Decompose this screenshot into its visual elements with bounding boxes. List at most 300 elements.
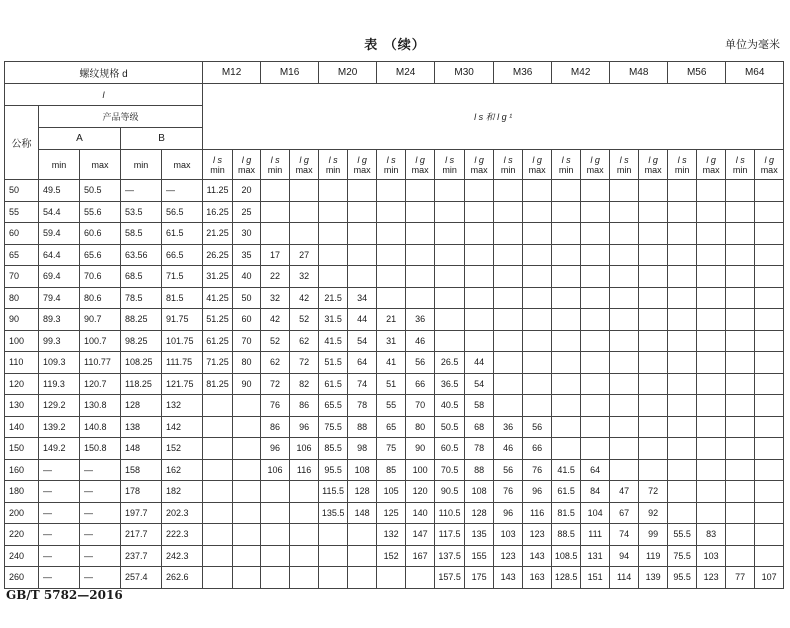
lg-symbol: l g [241, 154, 252, 165]
empty-cell [552, 373, 581, 395]
table-row [5, 524, 784, 546]
empty-cell [581, 352, 610, 374]
empty-cell [319, 201, 348, 223]
empty-cell [697, 481, 726, 503]
empty-cell [697, 180, 726, 202]
lg-value: 108 [465, 481, 494, 503]
empty-cell [290, 545, 319, 567]
lg-value: 90 [406, 438, 435, 460]
grade-b-max: 101.75 [162, 330, 203, 352]
empty-cell [697, 416, 726, 438]
lg-value: 128 [465, 502, 494, 524]
empty-cell [755, 180, 784, 202]
lg-value: 123 [697, 567, 726, 589]
lg-max-header [348, 150, 377, 180]
empty-cell [377, 244, 406, 266]
empty-cell [348, 567, 377, 589]
lg-value: 20 [233, 180, 261, 202]
empty-cell [639, 180, 668, 202]
lg-value: 52 [290, 309, 319, 331]
empty-cell [203, 524, 233, 546]
empty-cell [203, 438, 233, 460]
empty-cell [726, 244, 755, 266]
nominal-length: 60 [5, 223, 39, 245]
empty-cell [552, 223, 581, 245]
min-label: min [325, 164, 341, 175]
nominal-length: 200 [5, 502, 39, 524]
grade-a-min: 79.4 [39, 287, 80, 309]
empty-cell [668, 481, 697, 503]
empty-cell [697, 373, 726, 395]
empty-cell [406, 201, 435, 223]
empty-cell [610, 266, 639, 288]
lg-value: 120 [406, 481, 435, 503]
grade-b-max: 81.5 [162, 287, 203, 309]
empty-cell [610, 330, 639, 352]
lg-value: 42 [290, 287, 319, 309]
table-row [5, 330, 784, 352]
empty-cell [726, 545, 755, 567]
empty-cell [726, 201, 755, 223]
ls-lg-header: l s 和 l g ¹ [203, 84, 784, 150]
nominal-length: 140 [5, 416, 39, 438]
grade-a-max: — [80, 567, 121, 589]
lg-max-header [581, 150, 610, 180]
grade-a-min: 99.3 [39, 330, 80, 352]
ls-value: 47 [610, 481, 639, 503]
grade-b-max: 61.5 [162, 223, 203, 245]
empty-cell [552, 416, 581, 438]
empty-cell [726, 287, 755, 309]
nominal-length: 150 [5, 438, 39, 460]
lg-max-header [523, 150, 552, 180]
empty-cell [697, 395, 726, 417]
grade-b-min: 197.7 [121, 502, 162, 524]
empty-cell [319, 524, 348, 546]
empty-cell [523, 373, 552, 395]
empty-cell [406, 223, 435, 245]
grade-b-min: 68.5 [121, 266, 162, 288]
empty-cell [581, 266, 610, 288]
nominal-length: 80 [5, 287, 39, 309]
grade-b-max: — [162, 180, 203, 202]
grade-b-max: 91.75 [162, 309, 203, 331]
empty-cell [406, 287, 435, 309]
empty-cell [697, 352, 726, 374]
empty-cell [233, 524, 261, 546]
empty-cell [494, 352, 523, 374]
empty-cell [610, 352, 639, 374]
ls-value: 41.25 [203, 287, 233, 309]
empty-cell [610, 416, 639, 438]
lg-value: 99 [639, 524, 668, 546]
ls-value: 75.5 [668, 545, 697, 567]
empty-cell [465, 201, 494, 223]
lg-value: 74 [348, 373, 377, 395]
empty-cell [406, 266, 435, 288]
empty-cell [726, 416, 755, 438]
empty-cell [610, 180, 639, 202]
empty-cell [755, 395, 784, 417]
grade-b-min: 178 [121, 481, 162, 503]
lg-value: 88 [348, 416, 377, 438]
empty-cell [697, 201, 726, 223]
ls-value: 50.5 [435, 416, 465, 438]
grade-a-min: 64.4 [39, 244, 80, 266]
grade-a-min: 119.3 [39, 373, 80, 395]
ls-value: 123 [494, 545, 523, 567]
empty-cell [406, 567, 435, 589]
ls-value: 55 [377, 395, 406, 417]
empty-cell [290, 502, 319, 524]
empty-cell [435, 244, 465, 266]
grade-a-max: 110.77 [80, 352, 121, 374]
empty-cell [668, 352, 697, 374]
lg-max-header [233, 150, 261, 180]
lg-value: 80 [233, 352, 261, 374]
lg-value: 76 [523, 459, 552, 481]
table-row [5, 459, 784, 481]
lg-value: 54 [348, 330, 377, 352]
empty-cell [639, 287, 668, 309]
lg-value: 163 [523, 567, 552, 589]
lg-value: 140 [406, 502, 435, 524]
empty-cell [523, 395, 552, 417]
empty-cell [726, 352, 755, 374]
nominal-length: 240 [5, 545, 39, 567]
ls-symbol: l s [677, 154, 687, 165]
max-label: max [238, 164, 256, 175]
ls-value: 81.5 [552, 502, 581, 524]
empty-cell [203, 416, 233, 438]
lg-value: 175 [465, 567, 494, 589]
table-row [5, 502, 784, 524]
grade-a-max: — [80, 524, 121, 546]
empty-cell [581, 438, 610, 460]
empty-cell [290, 524, 319, 546]
lg-value: 155 [465, 545, 494, 567]
lg-value: 34 [348, 287, 377, 309]
grade-a-min: — [39, 502, 80, 524]
grade-a-min: 149.2 [39, 438, 80, 460]
grade-b-max: 111.75 [162, 352, 203, 374]
empty-cell [610, 201, 639, 223]
lg-value: 56 [406, 352, 435, 374]
max-label: max [702, 164, 720, 175]
empty-cell [639, 395, 668, 417]
ls-value: 26.25 [203, 244, 233, 266]
grade-b-min: 138 [121, 416, 162, 438]
min-label: min [442, 164, 457, 175]
lg-value: 62 [290, 330, 319, 352]
empty-cell [552, 180, 581, 202]
empty-cell [406, 244, 435, 266]
max-label: max [353, 164, 371, 175]
empty-cell [290, 201, 319, 223]
lg-symbol: l g [532, 154, 542, 165]
ls-value: 61.5 [319, 373, 348, 395]
lg-value: 70 [406, 395, 435, 417]
empty-cell [523, 180, 552, 202]
empty-cell [755, 244, 784, 266]
ls-value: 65.5 [319, 395, 348, 417]
min-label: min [210, 164, 225, 175]
lg-symbol: l g [648, 154, 658, 165]
thread-spec-header: 螺纹规格 d [5, 62, 203, 84]
max-label: max [295, 164, 313, 175]
ls-value: 60.5 [435, 438, 465, 460]
empty-cell [726, 223, 755, 245]
empty-cell [552, 309, 581, 331]
ls-value: 21.25 [203, 223, 233, 245]
empty-cell [552, 266, 581, 288]
lg-value: 96 [290, 416, 319, 438]
empty-cell [435, 266, 465, 288]
lg-max-header [639, 150, 668, 180]
ls-value: 103 [494, 524, 523, 546]
min-label: min [558, 164, 574, 175]
empty-cell [697, 502, 726, 524]
empty-cell [203, 481, 233, 503]
nominal-length: 50 [5, 180, 39, 202]
ls-value: 42 [261, 309, 290, 331]
empty-cell [610, 438, 639, 460]
empty-cell [581, 416, 610, 438]
grade-a-min-header: min [39, 150, 80, 180]
empty-cell [523, 244, 552, 266]
lg-symbol: l g [357, 154, 367, 165]
nominal-length: 220 [5, 524, 39, 546]
lg-value: 78 [465, 438, 494, 460]
empty-cell [697, 266, 726, 288]
empty-cell [319, 545, 348, 567]
empty-cell [523, 201, 552, 223]
ls-symbol: l s [213, 154, 223, 165]
nominal-length: 260 [5, 567, 39, 589]
empty-cell [668, 438, 697, 460]
empty-cell [261, 223, 290, 245]
ls-value: 51.25 [203, 309, 233, 331]
empty-cell [233, 438, 261, 460]
min-label: min [500, 164, 516, 175]
lg-value: 84 [581, 481, 610, 503]
empty-cell [552, 395, 581, 417]
empty-cell [465, 266, 494, 288]
empty-cell [261, 567, 290, 589]
empty-cell [290, 481, 319, 503]
length-header: l [5, 84, 203, 106]
ls-value: 76 [261, 395, 290, 417]
ls-min-header [377, 150, 406, 180]
empty-cell [610, 373, 639, 395]
ls-value: 62 [261, 352, 290, 374]
grade-b-max: 121.75 [162, 373, 203, 395]
empty-cell [726, 180, 755, 202]
empty-cell [726, 309, 755, 331]
lg-value: 70 [233, 330, 261, 352]
ls-min-header [610, 150, 639, 180]
grade-b-max: 56.5 [162, 201, 203, 223]
ls-value: 77 [726, 567, 755, 589]
ls-symbol: l s [445, 154, 455, 165]
size-header-m48: M48 [610, 62, 668, 84]
ls-value: 95.5 [319, 459, 348, 481]
ls-value: 137.5 [435, 545, 465, 567]
empty-cell [465, 330, 494, 352]
empty-cell [494, 287, 523, 309]
lg-value: 123 [523, 524, 552, 546]
ls-value: 105 [377, 481, 406, 503]
empty-cell [494, 373, 523, 395]
grade-b-min: 257.4 [121, 567, 162, 589]
empty-cell [377, 223, 406, 245]
size-header-m16: M16 [261, 62, 319, 84]
size-header-m30: M30 [435, 62, 494, 84]
empty-cell [552, 352, 581, 374]
empty-cell [465, 287, 494, 309]
lg-value: 135 [465, 524, 494, 546]
empty-cell [523, 309, 552, 331]
empty-cell [233, 502, 261, 524]
lg-max-header [465, 150, 494, 180]
empty-cell [494, 395, 523, 417]
ls-value: 36 [494, 416, 523, 438]
grade-b-min: 53.5 [121, 201, 162, 223]
ls-value: 96 [261, 438, 290, 460]
lg-max-header [290, 150, 319, 180]
lg-symbol: l g [474, 154, 484, 165]
ls-value: 41 [377, 352, 406, 374]
grade-a-max: 130.8 [80, 395, 121, 417]
grade-a-max: 50.5 [80, 180, 121, 202]
lg-value: 44 [465, 352, 494, 374]
grade-a-max-header: max [80, 150, 121, 180]
empty-cell [494, 330, 523, 352]
ls-value: 95.5 [668, 567, 697, 589]
size-header-m20: M20 [319, 62, 377, 84]
nominal-length: 110 [5, 352, 39, 374]
grade-a-min: — [39, 481, 80, 503]
nominal-length: 160 [5, 459, 39, 481]
empty-cell [726, 373, 755, 395]
empty-cell [755, 502, 784, 524]
size-header-m36: M36 [494, 62, 552, 84]
ls-value: 70.5 [435, 459, 465, 481]
ls-symbol: l s [503, 154, 513, 165]
ls-value: 21 [377, 309, 406, 331]
grade-a-max: 140.8 [80, 416, 121, 438]
empty-cell [581, 330, 610, 352]
ls-value: 61.25 [203, 330, 233, 352]
lg-value: 116 [290, 459, 319, 481]
lg-value: 128 [348, 481, 377, 503]
lg-value: 25 [233, 201, 261, 223]
lg-value: 106 [290, 438, 319, 460]
lg-value: 147 [406, 524, 435, 546]
ls-value: 106 [261, 459, 290, 481]
grade-b-min: 217.7 [121, 524, 162, 546]
grade-b-max: 142 [162, 416, 203, 438]
empty-cell [668, 244, 697, 266]
lg-value: 104 [581, 502, 610, 524]
ls-value: 46 [494, 438, 523, 460]
empty-cell [610, 223, 639, 245]
grade-b-max: 71.5 [162, 266, 203, 288]
min-label: min [732, 164, 748, 175]
grade-a-max: 65.6 [80, 244, 121, 266]
empty-cell [494, 180, 523, 202]
table-row [5, 438, 784, 460]
lg-max-header [697, 150, 726, 180]
empty-cell [581, 309, 610, 331]
empty-cell [435, 330, 465, 352]
empty-cell [726, 502, 755, 524]
empty-cell [639, 373, 668, 395]
empty-cell [348, 524, 377, 546]
ls-value: 143 [494, 567, 523, 589]
grade-a-max: 70.6 [80, 266, 121, 288]
lg-value: 148 [348, 502, 377, 524]
lg-value: 68 [465, 416, 494, 438]
lg-value: 72 [639, 481, 668, 503]
ls-value: 76 [494, 481, 523, 503]
ls-value: 61.5 [552, 481, 581, 503]
grade-a-max: — [80, 545, 121, 567]
empty-cell [697, 438, 726, 460]
max-label: max [760, 164, 778, 175]
ls-min-header [203, 150, 233, 180]
ls-value: 41.5 [552, 459, 581, 481]
grade-b-max: 132 [162, 395, 203, 417]
grade-a-max: — [80, 502, 121, 524]
empty-cell [639, 309, 668, 331]
bolt-dimension-table [4, 61, 784, 589]
lg-value: 27 [290, 244, 319, 266]
empty-cell [233, 416, 261, 438]
lg-max-header [406, 150, 435, 180]
empty-cell [668, 416, 697, 438]
grade-b-min: 63.56 [121, 244, 162, 266]
empty-cell [639, 352, 668, 374]
grade-a-min: — [39, 524, 80, 546]
ls-value: 22 [261, 266, 290, 288]
ls-value: 96 [494, 502, 523, 524]
empty-cell [755, 416, 784, 438]
grade-b-min: 98.25 [121, 330, 162, 352]
nominal-length: 120 [5, 373, 39, 395]
lg-value: 35 [233, 244, 261, 266]
empty-cell [348, 180, 377, 202]
table-row [5, 309, 784, 331]
empty-cell [233, 567, 261, 589]
ls-value: 72 [261, 373, 290, 395]
empty-cell [261, 545, 290, 567]
ls-value: 74 [610, 524, 639, 546]
max-label: max [470, 164, 488, 175]
grade-b-min: 118.25 [121, 373, 162, 395]
empty-cell [755, 309, 784, 331]
table-row [5, 244, 784, 266]
lg-value: 98 [348, 438, 377, 460]
empty-cell [581, 287, 610, 309]
lg-value: 64 [581, 459, 610, 481]
empty-cell [523, 287, 552, 309]
empty-cell [465, 244, 494, 266]
ls-value: 56 [494, 459, 523, 481]
table-row [5, 481, 784, 503]
empty-cell [726, 524, 755, 546]
empty-cell [203, 502, 233, 524]
